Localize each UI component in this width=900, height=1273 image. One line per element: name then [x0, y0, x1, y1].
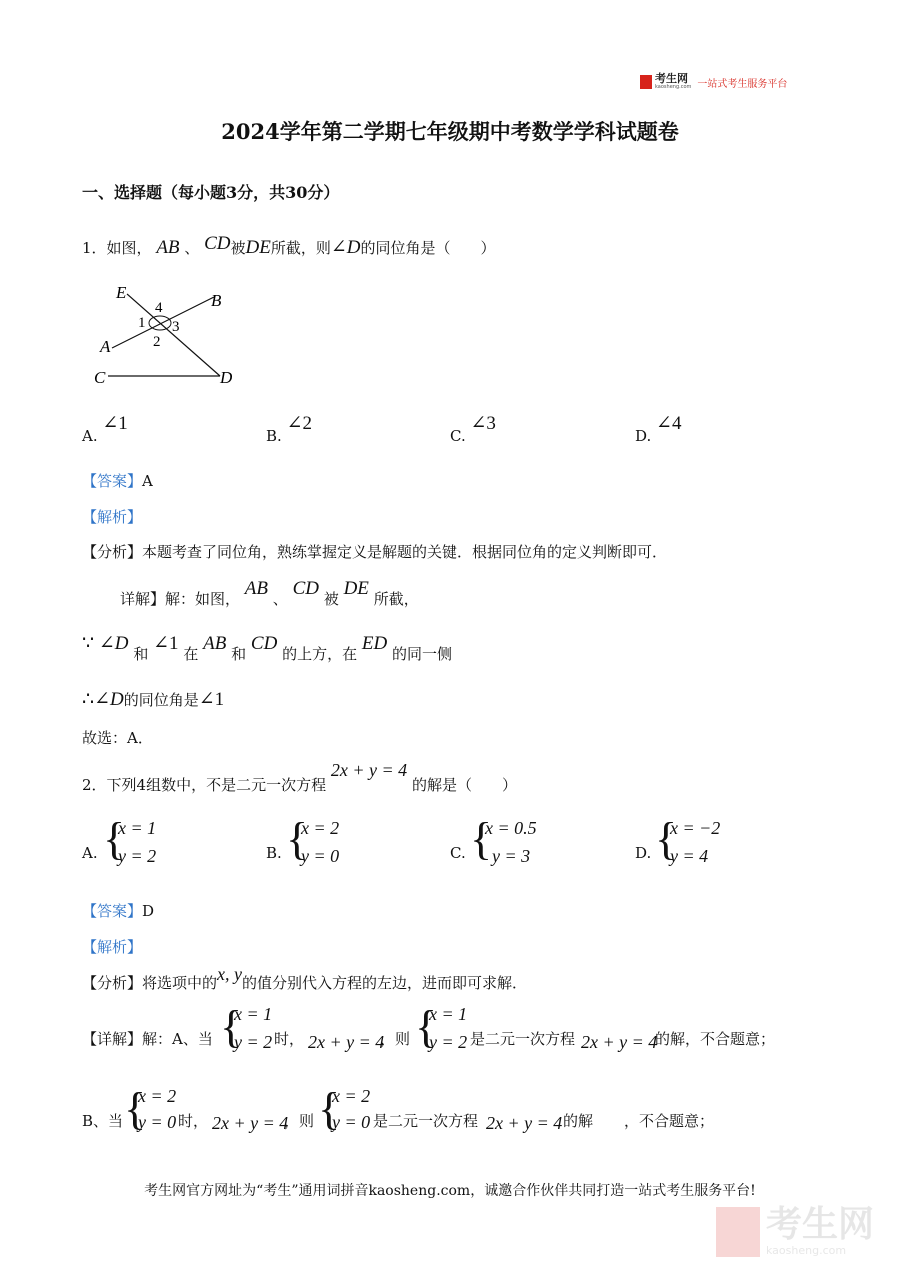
label-3: 3 — [172, 319, 180, 335]
because-ab: AB — [203, 633, 227, 654]
watermark-domain: kaosheng.com — [766, 1244, 847, 1257]
watermark-text-group — [766, 1206, 874, 1257]
watermark-name: 考生网 — [766, 1204, 875, 1245]
because-ed: ED — [361, 633, 388, 654]
detail-prefix: 详解】解：如图， — [120, 590, 241, 608]
option-x: x = 1 — [118, 818, 157, 838]
label-c: C — [94, 368, 106, 387]
a-shi: 时， — [274, 1030, 305, 1048]
brace-icon: { — [124, 1083, 147, 1134]
because-symbol: ∵ — [82, 633, 95, 654]
brace-icon: { — [655, 813, 678, 864]
q1-analysis-tag: 【解析】 — [82, 508, 143, 526]
detail-ab: AB — [244, 578, 269, 599]
answer-value: A — [142, 472, 153, 490]
a-end: 的解，不合题意； — [655, 1030, 776, 1048]
q1-bei: 被 — [230, 239, 246, 257]
option-y: y = 2 — [118, 846, 157, 866]
q1-cd: CD — [204, 233, 231, 254]
a-y: y = 2 — [234, 1032, 273, 1052]
option-x: x = −2 — [670, 818, 721, 838]
option-letter: B. — [266, 427, 282, 445]
answer-tag: 【答案】 — [82, 902, 143, 920]
b-eq: 2x + y = 4 — [212, 1113, 289, 1133]
b-ze: ，则 — [284, 1112, 315, 1130]
brace-icon: { — [103, 813, 126, 864]
q1-option-a — [82, 413, 128, 447]
detail-a-prefix: 解：A、当 — [142, 1030, 213, 1048]
option-letter: A. — [82, 844, 98, 862]
a-x2: x = 1 — [429, 1004, 468, 1024]
fenxi-text: 本题考查了同位角，熟练掌握定义是解题的关键．根据同位角的定义判断即可． — [142, 543, 668, 561]
option-y: y = 3 — [492, 846, 531, 866]
fenxi-tag: 【分析】 — [82, 974, 143, 992]
brace-icon: { — [220, 1001, 243, 1052]
brace-icon: { — [318, 1083, 341, 1134]
detail-cd: CD — [292, 578, 319, 599]
watermark-icon — [716, 1207, 760, 1257]
tongyice: 的同一侧 — [392, 645, 453, 663]
label-a: A — [100, 337, 111, 356]
b-y2: y = 0 — [332, 1112, 371, 1132]
option-x: x = 0.5 — [485, 818, 537, 838]
because-angle-d: ∠D — [98, 633, 129, 654]
line-de — [127, 294, 220, 376]
logo-domain: kaosheng.com — [655, 84, 692, 90]
q2-equation: 2x + y = 4 — [330, 760, 408, 780]
q1-stem — [82, 233, 496, 259]
page-title: 2024学年第二学期七年级期中考数学学科试题卷 — [221, 119, 679, 144]
a-ze: ，则 — [380, 1030, 411, 1048]
brace-icon: { — [286, 813, 309, 864]
option-letter: B. — [266, 844, 282, 862]
b-jie: 的解 — [563, 1112, 594, 1130]
option-y: y = 4 — [670, 846, 709, 866]
fenxi-suffix: 的值分别代入方程的左边，进而即可求解． — [242, 974, 528, 992]
b-x: x = 2 — [138, 1086, 177, 1106]
he-1: 和 — [133, 645, 149, 663]
option-value: ∠2 — [286, 413, 312, 434]
option-letter: C. — [450, 844, 466, 862]
q1-therefore-line — [82, 688, 224, 711]
option-x: x = 2 — [301, 818, 340, 838]
b-x2: x = 2 — [332, 1086, 371, 1106]
option-value: ∠1 — [102, 413, 128, 434]
detail-bei: 被 — [323, 590, 339, 608]
q2-fenxi — [82, 964, 528, 992]
a-y2: y = 2 — [429, 1032, 468, 1052]
fenxi-xy: x, y — [217, 964, 243, 984]
q1-option-d — [635, 413, 682, 447]
answer-value: D — [142, 902, 155, 920]
a-eq: 2x + y = 4 — [308, 1032, 385, 1052]
logo-icon — [640, 75, 652, 89]
q1-detail — [120, 578, 419, 608]
label-1: 1 — [138, 315, 146, 331]
brace-icon: { — [470, 813, 493, 864]
q1-ab: AB — [156, 237, 180, 258]
q1-option-c — [450, 413, 496, 447]
q1-stem-prefix: 1．如图， — [82, 239, 152, 257]
q1-angle-d: ∠D — [330, 237, 361, 258]
q2-analysis-tag: 【解析】 — [82, 938, 143, 956]
logo-name: 考生网 — [655, 72, 688, 85]
fenxi-tag: 【分析】 — [82, 543, 143, 561]
q1-stem-suffix: 的同位角是（ ） — [360, 239, 496, 257]
b-end: ，不合题意； — [624, 1112, 715, 1130]
brace-icon: { — [415, 1001, 438, 1052]
q1-geometry-figure — [90, 280, 250, 390]
because-angle-1: ∠1 — [153, 633, 179, 654]
therefore-mid: 的同位角是 — [123, 691, 199, 709]
b-is: 是二元一次方程 — [373, 1112, 479, 1130]
q1-answer — [82, 470, 153, 491]
section-heading: 一、选择题（每小题3分，共30分） — [82, 183, 340, 202]
q2-stem — [82, 760, 517, 794]
therefore-angle-1: ∠1 — [198, 689, 225, 710]
label-e: E — [116, 283, 127, 302]
option-letter: D. — [635, 844, 652, 862]
option-value: ∠3 — [470, 413, 496, 434]
detail-de: DE — [343, 578, 369, 599]
because-cd: CD — [250, 633, 278, 654]
q1-stem-mid: 所截，则 — [270, 239, 331, 257]
page-footer: 考生网官方网址为“考生”通用词拼音kaosheng.com，诚邀合作伙伴共同打造一站式考生服务平台! — [144, 1183, 756, 1199]
b-shi: 时， — [178, 1112, 209, 1130]
fenxi-prefix: 将选项中的 — [142, 974, 218, 992]
label-d: D — [220, 368, 233, 387]
q1-option-b — [266, 413, 312, 447]
option-value: ∠4 — [656, 413, 682, 434]
q2-answer — [82, 900, 154, 921]
label-4: 4 — [155, 300, 163, 316]
therefore-angle-d: ∠D — [94, 689, 124, 710]
q1-sep: 、 — [184, 239, 200, 257]
q1-because-line — [82, 632, 453, 663]
q2-stem-prefix: 2．下列4组数中，不是二元一次方程 — [82, 776, 327, 794]
detail-b-prefix: B、当 — [82, 1112, 124, 1130]
detail-tag: 【详解】 — [82, 1030, 143, 1048]
detail-a-prefix-group — [82, 1028, 213, 1049]
he-2: 和 — [231, 645, 247, 663]
option-y: y = 0 — [301, 846, 340, 866]
zai-1: 在 — [183, 645, 199, 663]
watermark-logo — [716, 1206, 874, 1257]
detail-sep: 、 — [272, 590, 288, 608]
a-is: 是二元一次方程 — [470, 1030, 576, 1048]
detail-suffix: 所截， — [373, 590, 419, 608]
answer-tag: 【答案】 — [82, 472, 143, 490]
b-y: y = 0 — [138, 1112, 177, 1132]
option-letter: D. — [635, 427, 652, 445]
q1-de: DE — [245, 237, 271, 258]
q1-fenxi — [82, 541, 667, 562]
a-eq2: 2x + y = 4 — [581, 1032, 658, 1052]
label-2: 2 — [153, 334, 161, 350]
q1-choose: 故选：A． — [82, 729, 153, 747]
b-eq2: 2x + y = 4 — [486, 1113, 563, 1133]
label-b: B — [211, 291, 222, 310]
header-logo — [640, 74, 787, 90]
a-x: x = 1 — [234, 1004, 273, 1024]
logo-slogan: 一站式考生服务平台 — [697, 78, 788, 90]
logo-text-group — [655, 74, 691, 90]
q2-stem-suffix: 的解是（ ） — [411, 776, 517, 794]
option-letter: A. — [82, 427, 98, 445]
option-letter: C. — [450, 427, 466, 445]
line-ab — [112, 297, 214, 348]
shangfang: 的上方，在 — [282, 645, 358, 663]
therefore-symbol: ∴ — [82, 689, 95, 710]
